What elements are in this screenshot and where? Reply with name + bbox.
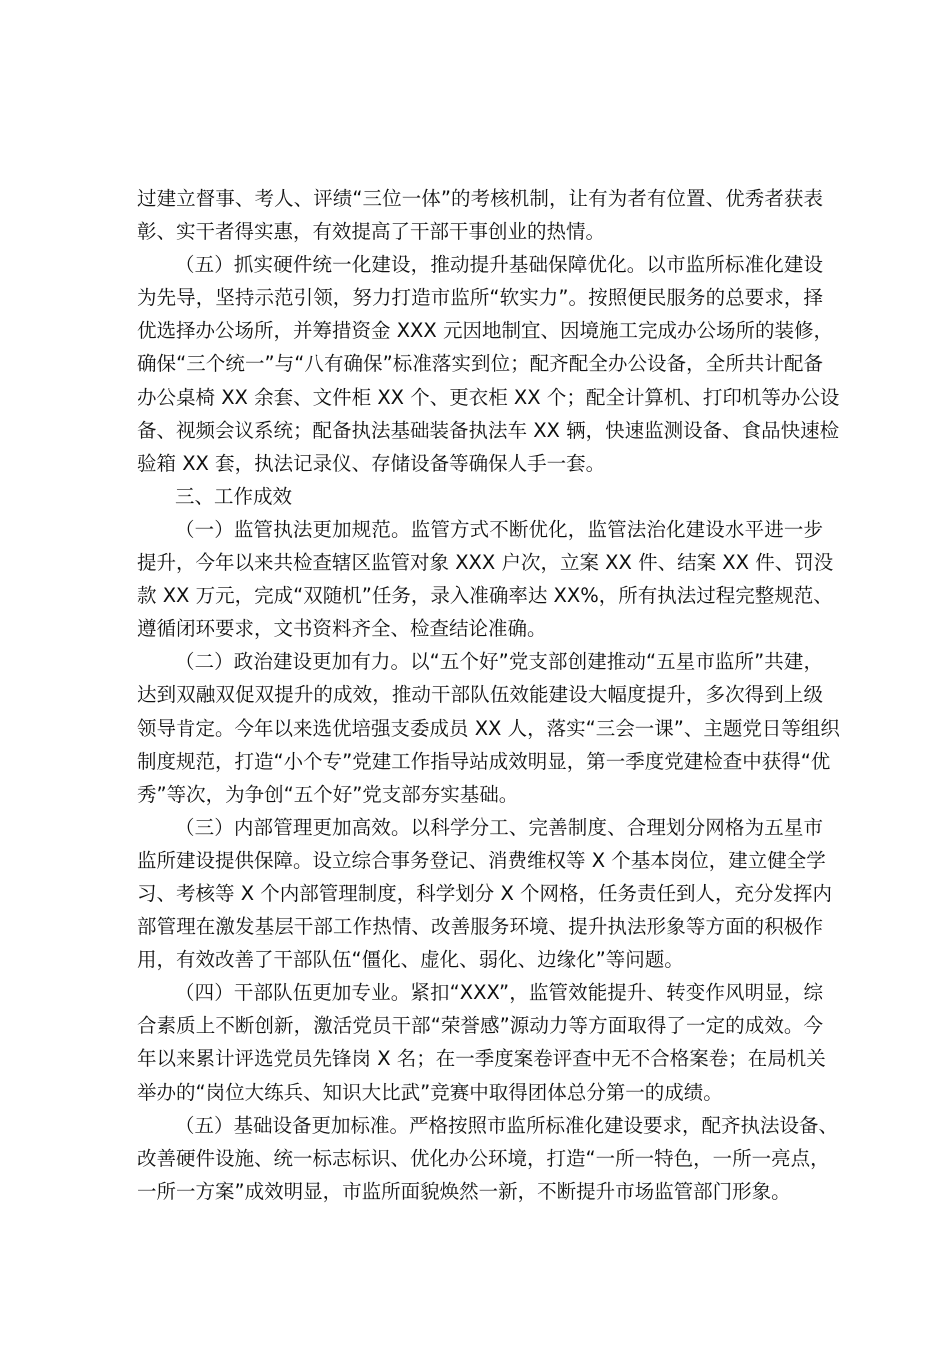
text-line: （二）政治建设更加有力。以“五个好”党支部创建推动“五星市监所”共建， <box>175 650 823 674</box>
paragraph <box>137 811 833 976</box>
paragraph <box>137 1109 839 1208</box>
text-line: 备、视频会议系统；配备执法基础装备执法车 XX 辆，快速监测设备、食品快速检 <box>137 418 840 442</box>
text-line: 彰、实干者得实惠，有效提高了干部干事创业的热情。 <box>137 220 606 244</box>
text-line: 部管理在激发基层干部工作热情、改善服务环境、提升执法形象等方面的积极作 <box>137 915 823 939</box>
text-line: 一所一方案”成效明显，市监所面貌焕然一新，不断提升市场监管部门形象。 <box>137 1179 791 1203</box>
paragraph <box>137 513 834 645</box>
text-line: 监所建设提供保障。设立综合事务登记、消费维权等 X 个基本岗位，建立健全学 <box>137 848 826 872</box>
text-line: 举办的“岗位大练兵、知识大比武”竞赛中取得团体总分第一的成绩。 <box>137 1080 723 1104</box>
document-body <box>137 182 840 1208</box>
text-line: 用，有效改善了干部队伍“僵化、虚化、弱化、边缘化”等问题。 <box>137 948 684 972</box>
text-line: （三）内部管理更加高效。以科学分工、完善制度、合理划分网格为五星市 <box>175 815 823 839</box>
paragraph <box>137 480 823 513</box>
text-line: 办公桌椅 XX 余套、文件柜 XX 个、更衣柜 XX 个；配全计算机、打印机等办公设 <box>137 385 840 409</box>
text-line: 秀”等次，为争创“五个好”党支部夯实基础。 <box>137 782 519 806</box>
paragraph <box>137 645 840 810</box>
paragraph <box>137 182 823 248</box>
text-line: 遵循闭环要求，文书资料齐全、检查结论准确。 <box>137 617 547 641</box>
text-line: 制度规范，打造“小个专”党建工作指导站成效明显，第一季度党建检查中获得“优 <box>137 749 831 773</box>
text-line: （四）干部队伍更加专业。紧扣“XXX”，监管效能提升、转变作风明显，综 <box>175 981 823 1005</box>
text-line: 改善硬件设施、统一标志标识、优化办公环境，打造“一所一特色，一所一亮点， <box>137 1146 830 1170</box>
text-line: 为先导，坚持示范引领，努力打造市监所“软实力”。按照便民服务的总要求，择 <box>137 286 823 310</box>
text-line: 习、考核等 X 个内部管理制度，科学划分 X 个网格，任务责任到人，充分发挥内 <box>137 881 833 905</box>
paragraph <box>137 248 840 480</box>
text-line: （一）监管执法更加规范。监管方式不断优化，监管法治化建设水平进一步 <box>175 517 823 541</box>
text-line: 达到双融双促双提升的成效，推动干部队伍效能建设大幅度提升，多次得到上级 <box>137 683 823 707</box>
text-line: 确保“三个统一”与“八有确保”标准落实到位；配齐配全办公设备，全所共计配备 <box>137 352 823 376</box>
text-line: 合素质上不断创新，激活党员干部“荣誉感”源动力等方面取得了一定的成效。今 <box>137 1014 823 1038</box>
text-line: 款 XX 万元，完成“双随机”任务，录入准确率达 XX%，所有执法过程完整规范、 <box>137 584 833 608</box>
text-line: （五）基础设备更加标准。严格按照市监所标准化建设要求，配齐执法设备、 <box>175 1113 839 1137</box>
text-line: 提升，今年以来共检查辖区监管对象 XXX 户次，立案 XX 件、结案 XX 件、罚没 <box>137 551 834 575</box>
text-line: 年以来累计评选党员先锋岗 X 名；在一季度案卷评查中无不合格案卷；在局机关 <box>137 1047 826 1071</box>
text-line: 三、工作成效 <box>175 484 293 508</box>
text-line: 过建立督事、考人、评绩“三位一体”的考核机制，让有为者有位置、优秀者获表 <box>137 187 823 210</box>
text-line: 优选择办公场所，并筹措资金 XXX 元因地制宜、因境施工完成办公场所的装修， <box>137 319 833 343</box>
text-line: 领导肯定。今年以来选优培强支委成员 XX 人，落实“三会一课”、主题党日等组织 <box>137 716 840 740</box>
paragraph <box>137 976 826 1108</box>
text-line: 验箱 XX 套，执法记录仪、存储设备等确保人手一套。 <box>137 451 606 475</box>
text-line: （五）抓实硬件统一化建设，推动提升基础保障优化。以市监所标准化建设 <box>175 253 823 277</box>
